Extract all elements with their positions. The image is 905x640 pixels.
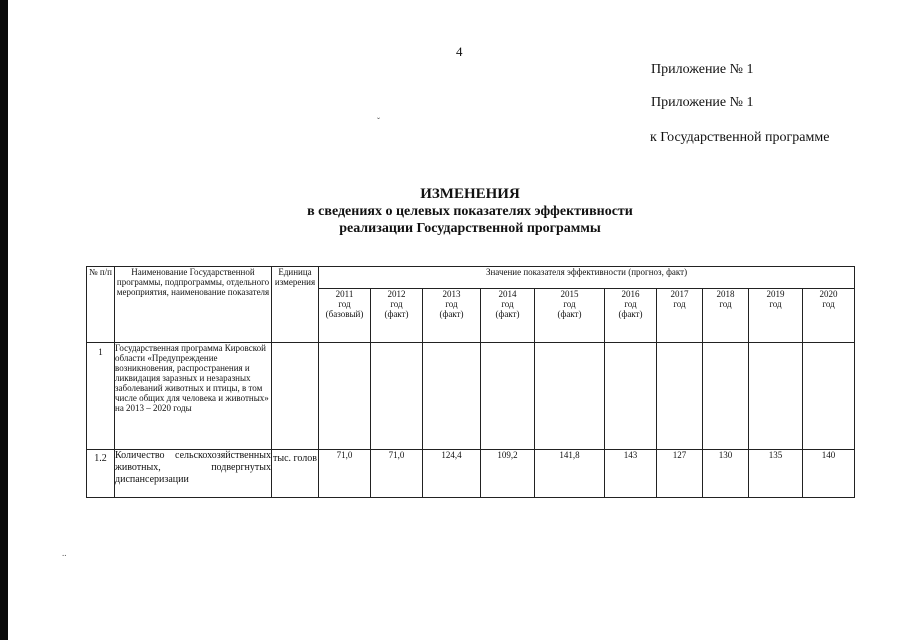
appendix-label-1: Приложение № 1 [651,62,754,77]
row-value: 127 [657,450,703,498]
header-row-1 [87,267,855,289]
row-value: 71,0 [319,450,371,498]
row-value: 143 [605,450,657,498]
appendix-label-2: Приложение № 1 [651,95,754,110]
row-value [803,343,855,450]
title-main: ИЗМЕНЕНИЯ [420,186,520,202]
page-number: 4 [456,44,463,59]
title-line-3: реализации Государственной программы [339,221,601,236]
row-name: Государственная программа Кировской области «Предупреждение возникновения, распространения и ликвидация заразных и незаразных заболеваний животных и птицы, в том числе общих для человека и животных» на 2013 – 2020 годы [115,343,272,450]
header-year: 2020 год [803,289,855,343]
row-num: 1 [87,343,115,450]
row-name: Количество сельскохозяйственных животных, подвергнутых диспансеризации [115,450,272,498]
row-value: 135 [749,450,803,498]
header-name: Наименование Государственной программы, подпрограммы, отдельного мероприятия, наименование показателя [115,267,272,343]
header-year: 2013 год (факт) [423,289,481,343]
table-row [87,343,855,450]
row-value [319,343,371,450]
scan-speck: ˇ [377,116,380,126]
row-value [749,343,803,450]
row-value [371,343,423,450]
row-num: 1.2 [87,450,115,498]
row-value [481,343,535,450]
row-unit [272,343,319,450]
indicators-table [86,266,855,498]
header-num: № п/п [87,267,115,343]
row-value: 124,4 [423,450,481,498]
scan-edge [0,0,8,640]
row-value: 130 [703,450,749,498]
title-line-2: в сведениях о целевых показателях эффективности [307,204,633,219]
header-year: 2019 год [749,289,803,343]
scan-speck: .. [62,548,67,558]
header-unit: Единица измерения [272,267,319,343]
header-year: 2014 год (факт) [481,289,535,343]
header-year: 2015 год (факт) [535,289,605,343]
header-year: 2017 год [657,289,703,343]
header-value-group: Значение показателя эффективности (прогноз, факт) [319,267,855,289]
header-year: 2012 год (факт) [371,289,423,343]
table-row [87,450,855,498]
row-value: 109,2 [481,450,535,498]
row-value [423,343,481,450]
row-value [605,343,657,450]
row-value [657,343,703,450]
row-value: 141,8 [535,450,605,498]
header-year: 2011 год (базовый) [319,289,371,343]
row-value [703,343,749,450]
row-value: 71,0 [371,450,423,498]
row-unit: тыс. голов [272,450,319,498]
row-value: 140 [803,450,855,498]
document-title [150,186,790,237]
row-value [535,343,605,450]
appendix-label-3: к Государственной программе [650,130,830,145]
header-year: 2018 год [703,289,749,343]
header-year: 2016 год (факт) [605,289,657,343]
